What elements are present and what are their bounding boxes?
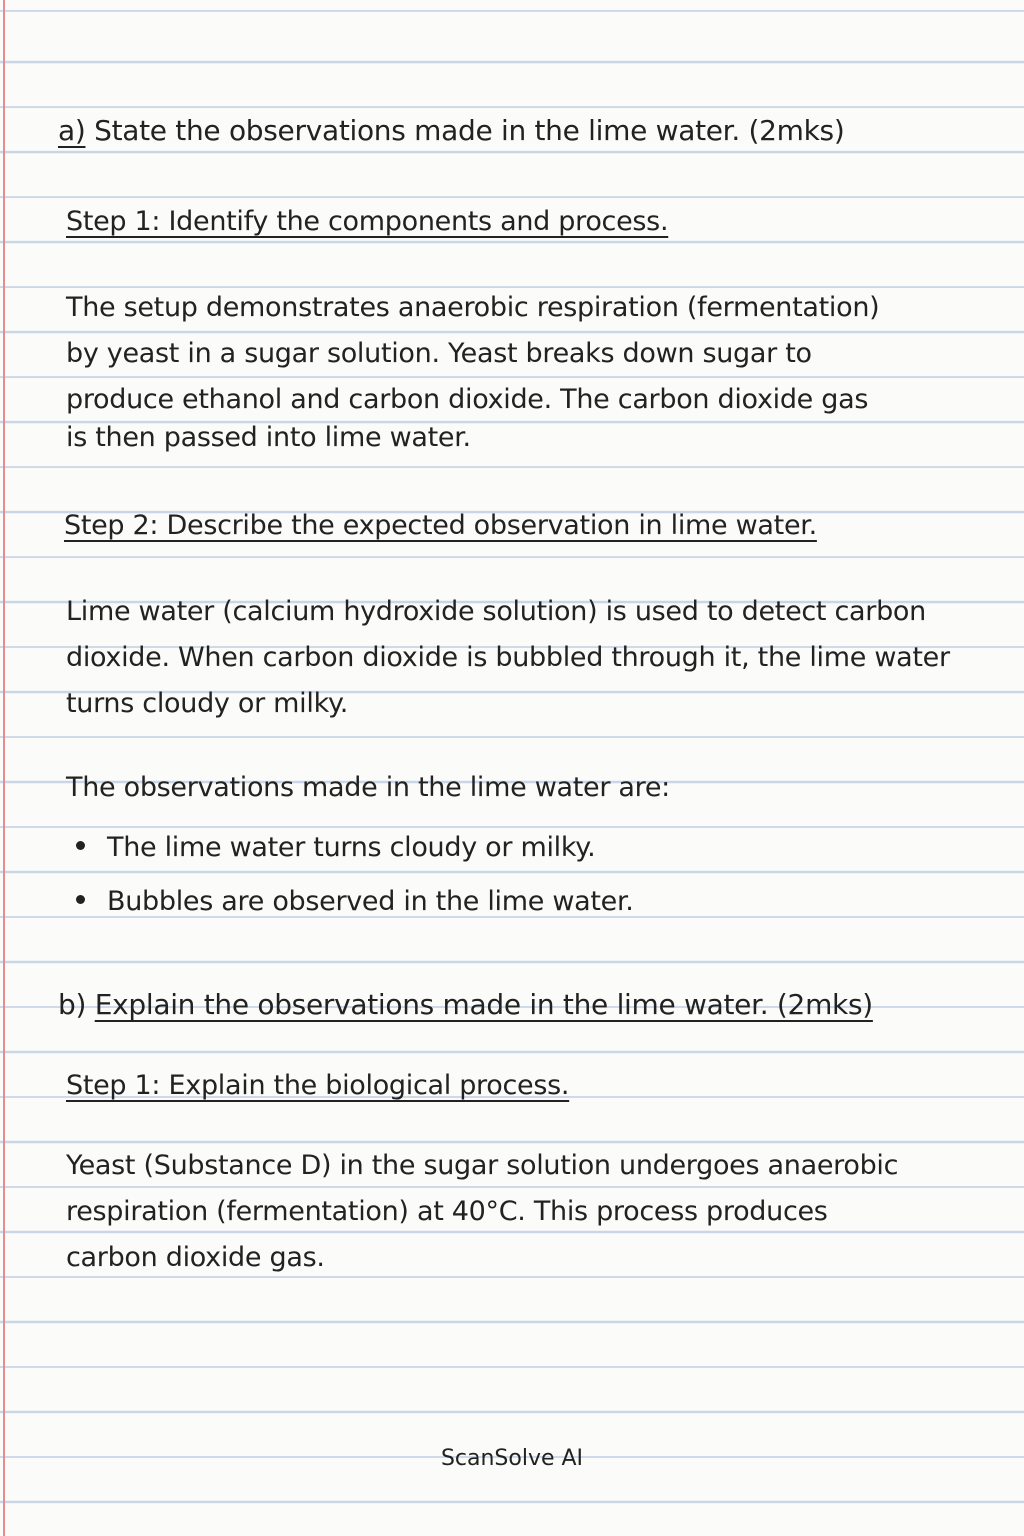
paragraph-line: The setup demonstrates anaerobic respiration (fermentation) (66, 292, 880, 323)
question-b-text: Explain the observations made in the lime water. (2mks) (94, 988, 873, 1021)
bullet-text: Bubbles are observed in the lime water. (107, 886, 634, 917)
paragraph-line: turns cloudy or milky. (66, 688, 349, 719)
paragraph-line: by yeast in a sugar solution. Yeast breaks down sugar to (66, 338, 812, 369)
question-b-heading (58, 988, 873, 1022)
paragraph-line: carbon dioxide gas. (66, 1242, 325, 1273)
paragraph-line: produce ethanol and carbon dioxide. The carbon dioxide gas (66, 384, 869, 415)
question-a-label: a) (58, 114, 86, 147)
question-a-heading (58, 114, 844, 148)
question-a-step2-paragraph (66, 589, 950, 727)
bullet-item-2 (76, 886, 634, 917)
question-a-step1-paragraph (66, 285, 879, 461)
bullet-text: The lime water turns cloudy or milky. (107, 832, 596, 863)
bullet-item-1 (76, 832, 595, 863)
bullet-dot-icon (76, 895, 85, 904)
footer-brand: ScanSolve AI (440, 1446, 584, 1471)
page-margin-line (3, 0, 5, 1536)
paragraph-line: dioxide. When carbon dioxide is bubbled through it, the lime water (66, 642, 950, 673)
question-a-step1-title: Step 1: Identify the components and process. (66, 206, 669, 237)
question-b-step1-paragraph (66, 1143, 898, 1281)
paragraph-line: Yeast (Substance D) in the sugar solution undergoes anaerobic (66, 1150, 899, 1181)
paragraph-line: Lime water (calcium hydroxide solution) is used to detect carbon (66, 596, 926, 627)
question-b-label: b) (58, 988, 87, 1021)
question-a-summary: The observations made in the lime water are: (66, 772, 670, 803)
paragraph-line: is then passed into lime water. (66, 422, 471, 453)
paragraph-line: respiration (fermentation) at 40°C. This process produces (66, 1196, 828, 1227)
question-a-step2-title: Step 2: Describe the expected observation in lime water. (64, 510, 817, 541)
question-a-text: State the observations made in the lime water. (2mks) (94, 114, 845, 147)
bullet-dot-icon (76, 841, 85, 850)
question-b-step1-title: Step 1: Explain the biological process. (66, 1070, 570, 1101)
